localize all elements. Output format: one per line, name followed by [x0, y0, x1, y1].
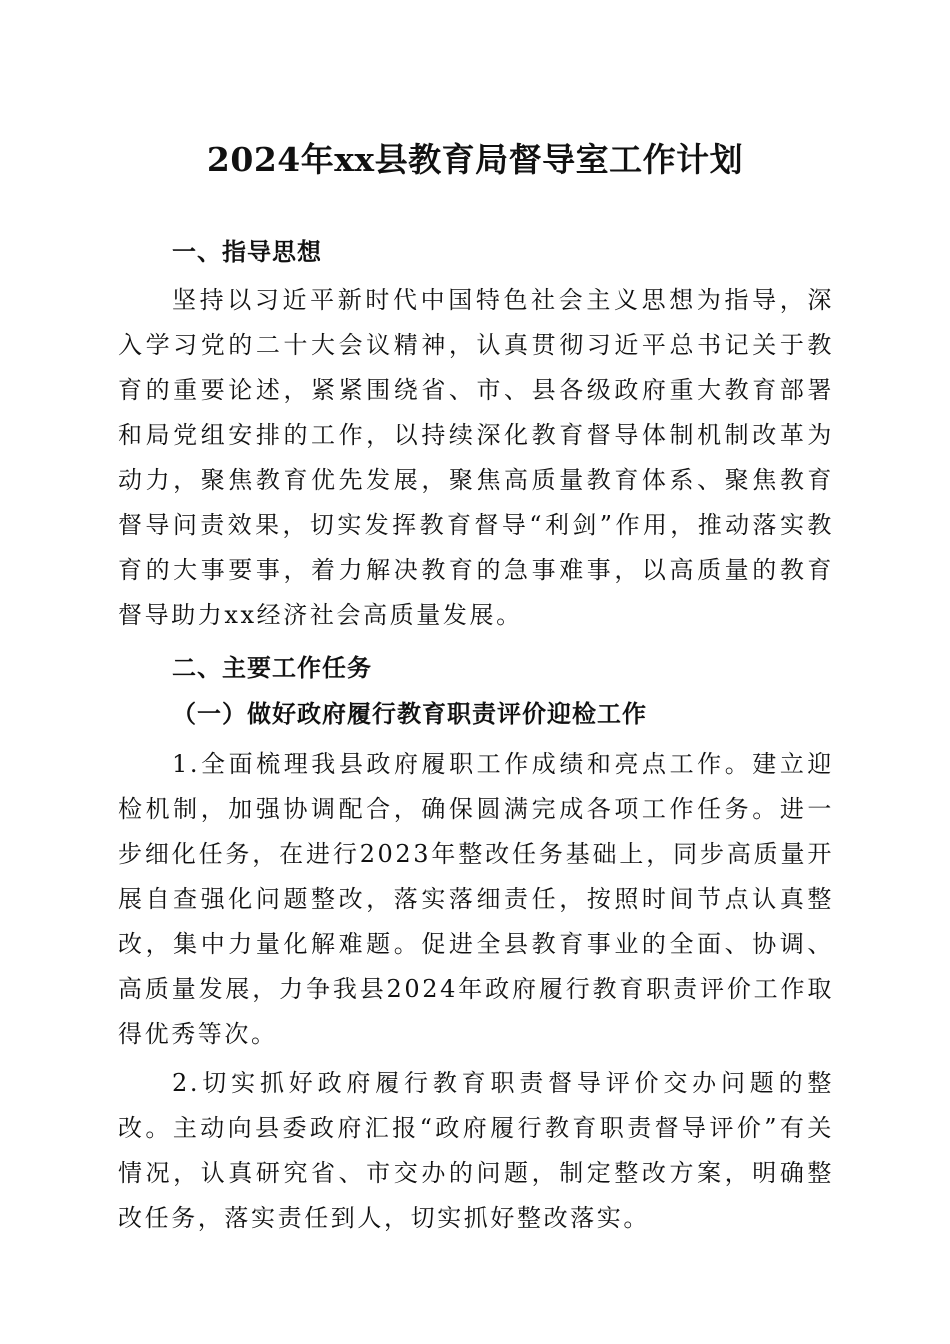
paragraph-task-1: 1.全面梳理我县政府履职工作成绩和亮点工作。建立迎检机制，加强协调配合，确保圆满完成各项工作任务。进一步细化任务，在进行2023年整改任务基础上，同步高质量开展自查强化问题整改，落实落细责任，按照时间节点认真整改，集中力量化解难题。促进全县教育事业的全面、协调、高质量发展，力争我县2024年政府履行教育职责评价工作取得优秀等次。	[118, 750, 834, 1048]
paragraph-guiding-ideology: 坚持以习近平新时代中国特色社会主义思想为指导，深入学习党的二十大会议精神，认真贯彻习近平总书记关于教育的重要论述，紧紧围绕省、市、县各级政府重大教育部署和局党组安排的工作，以持续深化教育督导体制机制改革为动力，聚焦教育优先发展，聚焦高质量教育体系、聚焦教育督导问责效果，切实发挥教育督导“利剑”作用，推动落实教育的大事要事，着力解决教育的急事难事，以高质量的教育督导助力xx经济社会高质量发展。	[118, 286, 834, 629]
subsection-heading-evaluation: （一）做好政府履行教育职责评价迎检工作	[172, 699, 647, 728]
paragraph-task-2: 2.切实抓好政府履行教育职责督导评价交办问题的整改。主动向县委政府汇报“政府履行教育职责督导评价”有关情况，认真研究省、市交办的问题，制定整改方案，明确整改任务，落实责任到人，切实抓好整改落实。	[118, 1069, 834, 1232]
section-heading-guiding-ideology: 一、指导思想	[172, 238, 322, 266]
document-title: 2024年xx县教育局督导室工作计划	[206, 140, 744, 179]
section-heading-main-tasks: 二、主要工作任务	[172, 654, 372, 682]
document-body	[118, 230, 834, 1241]
